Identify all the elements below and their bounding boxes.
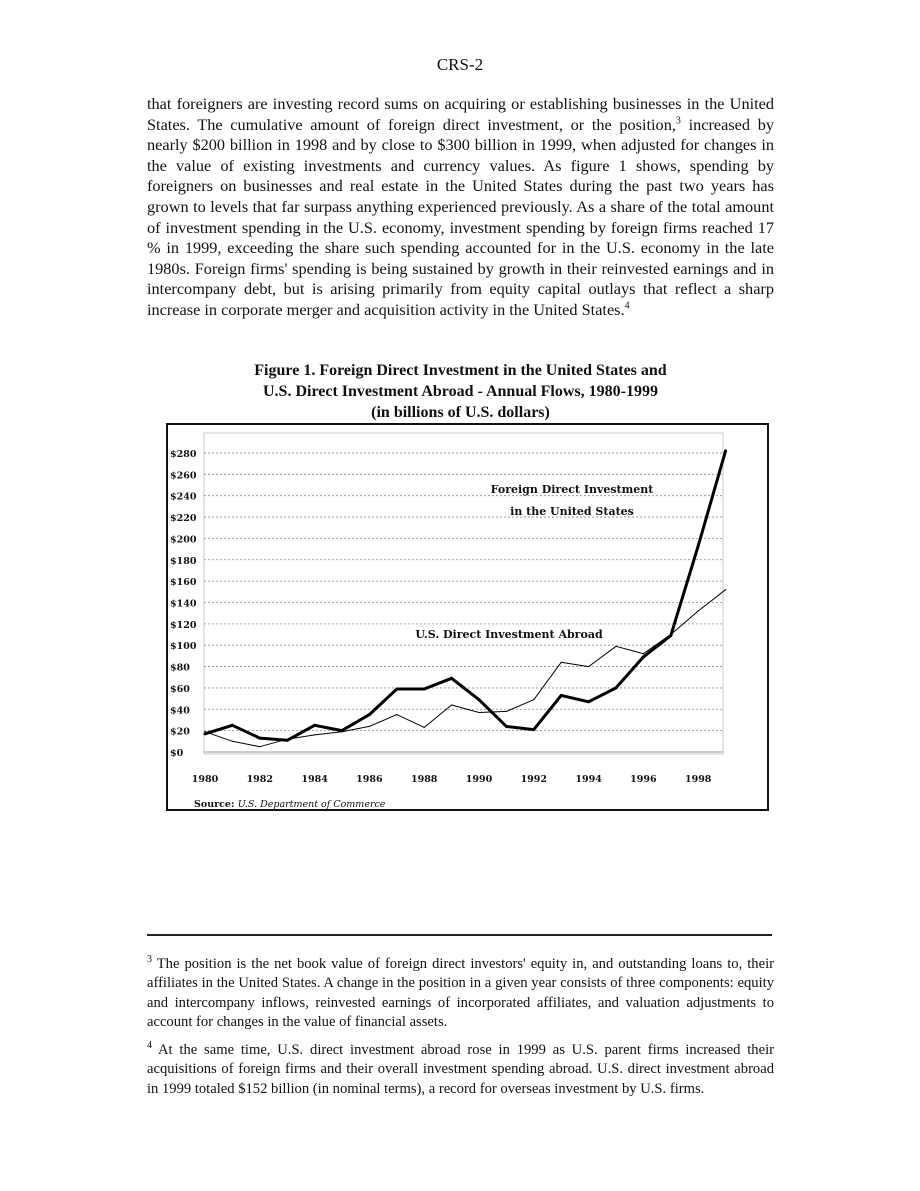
body-text-part1: that foreigners are investing record sums on acquiring or establishing businesses in the United States. The cumulative amount of foreign direct investment, or the position, (147, 94, 774, 134)
x-tick-label: 1992 (520, 774, 548, 785)
x-tick-label: 1986 (356, 774, 383, 785)
source-label: Source: (194, 799, 238, 809)
footnotes (147, 955, 774, 1108)
data-point-usdia (561, 662, 562, 663)
y-tick-label: $60 (170, 683, 190, 695)
footnote-ref-3[interactable]: 3 (675, 115, 681, 127)
data-point-usdia (506, 711, 507, 712)
page-header: CRS-2 (436, 55, 484, 74)
data-point-fdi-us (450, 677, 453, 680)
data-point-usdia (698, 610, 699, 611)
line-chart (168, 425, 767, 809)
footnote-divider (147, 934, 772, 936)
data-point-usdia (204, 731, 205, 732)
y-tick-label: $140 (170, 598, 197, 610)
data-point-fdi-us (560, 694, 563, 697)
chart-source (194, 799, 386, 809)
y-tick-label: $240 (170, 491, 197, 503)
data-point-fdi-us (258, 737, 261, 740)
data-point-fdi-us (231, 724, 234, 727)
y-tick-label: $100 (170, 641, 197, 653)
series-label-usdia: U.S. Direct Investment Abroad (415, 628, 603, 641)
data-point-usdia (369, 726, 370, 727)
x-tick-label: 1984 (301, 774, 328, 785)
x-tick-label: 1998 (684, 774, 712, 785)
figure-title (147, 360, 774, 423)
data-point-usdia (424, 727, 425, 728)
data-point-usdia (341, 731, 342, 732)
y-tick-label: $120 (170, 619, 197, 631)
data-point-fdi-us (724, 449, 727, 452)
series-label-fdi-line2: in the United States (510, 505, 634, 518)
series-label-fdi-line1: Foreign Direct Investment (490, 483, 654, 496)
data-point-fdi-us (532, 728, 535, 731)
footnote-4 (147, 1041, 774, 1099)
data-point-usdia (396, 714, 397, 715)
y-tick-label: $160 (170, 577, 197, 589)
figure-title-line1: Figure 1. Foreign Direct Investment in the United States and (254, 362, 667, 379)
x-tick-label: 1980 (191, 774, 219, 785)
data-point-usdia (314, 734, 315, 735)
y-tick-label: $0 (170, 748, 184, 759)
data-point-usdia (533, 699, 534, 700)
footnote-mark: 4 (147, 1040, 152, 1052)
data-point-fdi-us (642, 655, 645, 658)
data-point-usdia (259, 746, 260, 747)
data-point-fdi-us (478, 698, 481, 701)
x-tick-label: 1990 (465, 774, 493, 785)
data-point-fdi-us (204, 732, 207, 735)
body-paragraph (147, 94, 774, 321)
y-tick-label: $260 (170, 470, 197, 482)
y-tick-label: $180 (170, 555, 197, 567)
source-text: U.S. Department of Commerce (237, 799, 386, 809)
data-point-fdi-us (615, 686, 618, 689)
data-point-usdia (451, 704, 452, 705)
data-point-usdia (643, 653, 644, 654)
data-point-usdia (478, 712, 479, 713)
footnote-text: At the same time, U.S. direct investment abroad rose in 1999 as U.S. parent firms increased their acquisitions of foreign firms and their overall investment spending abroad. U.S. direct investment abroad in 1999 totaled $152 billion (in nominal terms), a record for overseas investment by U.S. firms. (147, 1042, 774, 1097)
x-tick-label: 1982 (246, 774, 274, 785)
data-point-usdia (232, 741, 233, 742)
y-tick-label: $20 (170, 726, 190, 738)
data-point-usdia (615, 646, 616, 647)
y-tick-label: $200 (170, 534, 197, 546)
figure-title-line2: U.S. Direct Investment Abroad - Annual Flows, 1980-1999 (263, 383, 658, 400)
x-tick-label: 1994 (575, 774, 602, 785)
data-point-usdia (588, 666, 589, 667)
footnote-ref-4[interactable]: 4 (624, 300, 630, 312)
figure-title-line3: (in billions of U.S. dollars) (371, 404, 550, 421)
y-tick-label: $220 (170, 513, 197, 525)
y-tick-label: $80 (170, 662, 190, 674)
data-point-fdi-us (423, 687, 426, 690)
data-point-usdia (670, 634, 671, 635)
data-point-usdia (725, 589, 726, 590)
data-point-fdi-us (505, 725, 508, 728)
footnote-mark: 3 (147, 954, 152, 966)
y-tick-label: $40 (170, 705, 190, 717)
data-point-fdi-us (697, 544, 700, 547)
footnote-text: The position is the net book value of foreign direct investors' equity in, and outstanding loans to, their affiliates in the United States. A change in the position in a given year consists of three components: equity and intercompany inflows, reinvested earnings of incorporated affiliates, and valuation adjustments to account for changes in the value of financial assets. (147, 956, 774, 1030)
data-point-fdi-us (313, 724, 316, 727)
data-point-fdi-us (368, 713, 371, 716)
x-tick-label: 1988 (410, 774, 438, 785)
x-tick-label: 1996 (630, 774, 657, 785)
chart-frame (166, 423, 769, 811)
y-tick-label: $280 (170, 448, 197, 460)
data-point-usdia (287, 739, 288, 740)
data-point-fdi-us (395, 687, 398, 690)
body-text-part2: increased by nearly $200 billion in 1998 and by close to $300 billion in 1999, when adjusted for changes in the value of existing investments and currency values. As figure 1 shows, spending by foreigners on businesses and real estate in the United States during the past two years has grown to levels that far surpass anything experienced previously. As a share of the total amount of investment spending in the U.S. economy, investment spending by foreign firms reached 17 % in 1999, exceeding the share such spending accounted for in the U.S. economy in the late 1980s. Foreign firms' spending is being sustained by growth in their reinvested earnings and in intercompany debt, but is arising primarily from equity capital outlays that reflect a sharp increase in corporate merger and acquisition activity in the United States. (147, 114, 774, 319)
plot-area (204, 433, 723, 754)
footnote-3 (147, 955, 774, 1032)
data-point-fdi-us (587, 700, 590, 703)
